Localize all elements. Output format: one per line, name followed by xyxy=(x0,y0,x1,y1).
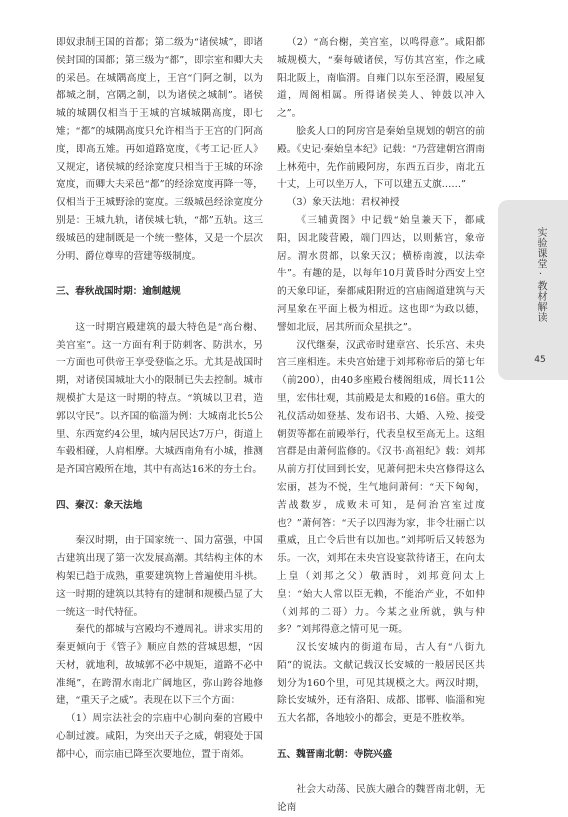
left-paragraph-5: （1）周宗法社会的宗庙中心制向秦的宫殿中心制过渡。咸阳，为突出天子之威，朝寝处于国都中心，而宗庙已降至次要地位，置于南郊。 xyxy=(56,713,263,760)
right-paragraph-7: 社会大动荡、民族大融合的魏晋南北朝，无论南 xyxy=(277,784,485,814)
right-paragraph-4: 《三辅黄图》中记载“始皇兼天下，都咸阳，因北陵营殿，端门四达，以则紫宫，象帝居。渭水贯都，以象天汉；横桥南渡，以法牵牛”。有趣的是，以每年10月黄昏时分西安上空的天象印证，秦都咸阳附近的宫庙阁道建筑与天河星象在平面上极为相近。这也即“为政以德，譬如北辰，居其所而众星拱之”。 xyxy=(277,214,485,333)
section-heading-spring-autumn: 三、春秋战国时期：逾制越规 xyxy=(56,286,181,298)
right-paragraph-1: （2）“高台榭，美宫室，以鸣得意”。咸阳都城规模大，“秦每破诸侯，写仿其宫室，作之咸阳北阪上，南临渭。自雍门以东至泾渭，殿屋复道，周阁相属。所得诸侯美人、钟鼓以冲入之”。 xyxy=(277,37,485,120)
left-paragraph-2: 这一时期宫殿建筑的最大特色是“高台榭、美宫室”。这一方面有利于防刺客、防洪水，另一方面也可供帝王享受登临之乐。尤其是战国时期，对诸侯国城址大小的限制已失去控制。城市规模扩大是这一时期的特点。“筑城以卫君，造郭以守民”。以齐国的临淄为例：大城南北长5公里、东西宽约4公里，城内居民达7万户，街道上车毂相碰，人肩相摩。大城西南角有小城，推测是齐国宫殿所在地，其中有高达16米的夯土台。 xyxy=(56,321,263,476)
right-paragraph-6: 汉长安城内的街道布局，古人有“八街九陌”的说法。文献记载汉长安城的一般居民区共划分为160个里，可见其规模之大。两汉时期，除长安城外，还有洛阳、成都、邯郸、临淄和宛五大名都，各地较小的都会，更是不胜枚举。 xyxy=(277,642,485,725)
left-paragraph-4: 秦代的都城与宫殿均不遵周礼。讲求实用的秦更倾向于《管子》顺应自然的营城思想，“因天材，就地利，故城郭不必中规矩，道路不必中准绳”，在跨渭水南北广阔地区，弥山跨谷地修建，“重天子之威”。表现在以下三个方面： xyxy=(56,624,263,707)
left-column xyxy=(56,34,263,764)
right-paragraph-5: 汉代继秦，汉武帝时建章宫、长乐宫、未央宫三座相连。未央宫始建于刘邦称帝后的第七年（前200），由40多座殿台楼阁组成，周长11公里，宏伟壮观，其前殿是太和殿的16倍。重大的礼仪活动如登基、发布诏书、大婚、入殓、接受朝贺等都在前殿举行，代表皇权至高无上。这组宫群是由萧何监修的。《汉书·高祖纪》载：刘邦从前方打仗回到长安，见萧何把未央宫修得这么宏丽，甚为不悦，生气地问萧何：“天下匈匈，苦战数岁，成败未可知，是何治宫室过度也？”萧何答：“天子以四海为家，非令壮丽亡以重威，且亡令后世有以加也。”刘邦听后又转怒为乐。一次，刘邦在未央宫设宴款待诸王，在向太上皇（刘邦之父）敬酒时，刘邦竟问太上皇：“始大人常以臣无赖，不能治产业，不如仲（刘邦的二哥）力。今某之业所就，孰与仲多？”刘邦得意之情可见一斑。 xyxy=(277,339,485,636)
right-subheading-3: （3）象天法地：君权神授 xyxy=(286,197,400,209)
page-number: 45 xyxy=(534,355,546,365)
section-heading-wei-jin: 五、魏晋南北朝：寺院兴盛 xyxy=(277,748,393,760)
section-heading-qin-han: 四、秦汉：象天法地 xyxy=(56,499,143,511)
right-paragraph-2: 脍炙人口的阿房宫是秦始皇规划的朝宫的前殿。《史记·秦始皇本纪》记载：“乃营建朝宫渭南上林苑中，先作前殿阿房，东西五百步，南北五十丈，上可以坐万人，下可以建五丈旗……” xyxy=(277,125,485,191)
left-paragraph-3: 秦汉时期，由于国家统一、国力富强，中国古建筑出现了第一次发展高潮。其结构主体的木构架已趋于成熟，重要建筑物上普遍使用斗栱。这一时期的建筑以其特有的建制和规模凸显了大一统这一时代特征。 xyxy=(56,535,263,618)
left-paragraph-1: 即奴隶制王国的首都；第二级为“诸侯城”，即诸侯封国的国都；第三级为“都”，即宗室和卿大夫的采邑。在城隅高度上，王宫“门阿之制，以为都城之制，宫隅之制，以为诸侯之城制”。诸侯城的城隅仅相当于王城的宫城城隅高度，即七雉；“都”的城隅高度只允许相当于王宫的门阿高度，即高五雉。再如道路宽度，《考工记·匠人》又规定，诸侯城的经涂宽度只相当于王城的环涂宽度，而卿大夫采邑“都”的经涂宽度再降一等，仅相当于王城野涂的宽度。三级城邑经涂宽度分别是：王城九轨，诸侯城七轨，“都”五轨。这三级城邑的建制既是一个统一整体，又是一个层次分明、爵位尊卑的营建等级制度。 xyxy=(56,37,263,262)
side-tab-label: 实验课堂·教材解读 xyxy=(535,227,546,323)
right-column xyxy=(277,34,485,817)
